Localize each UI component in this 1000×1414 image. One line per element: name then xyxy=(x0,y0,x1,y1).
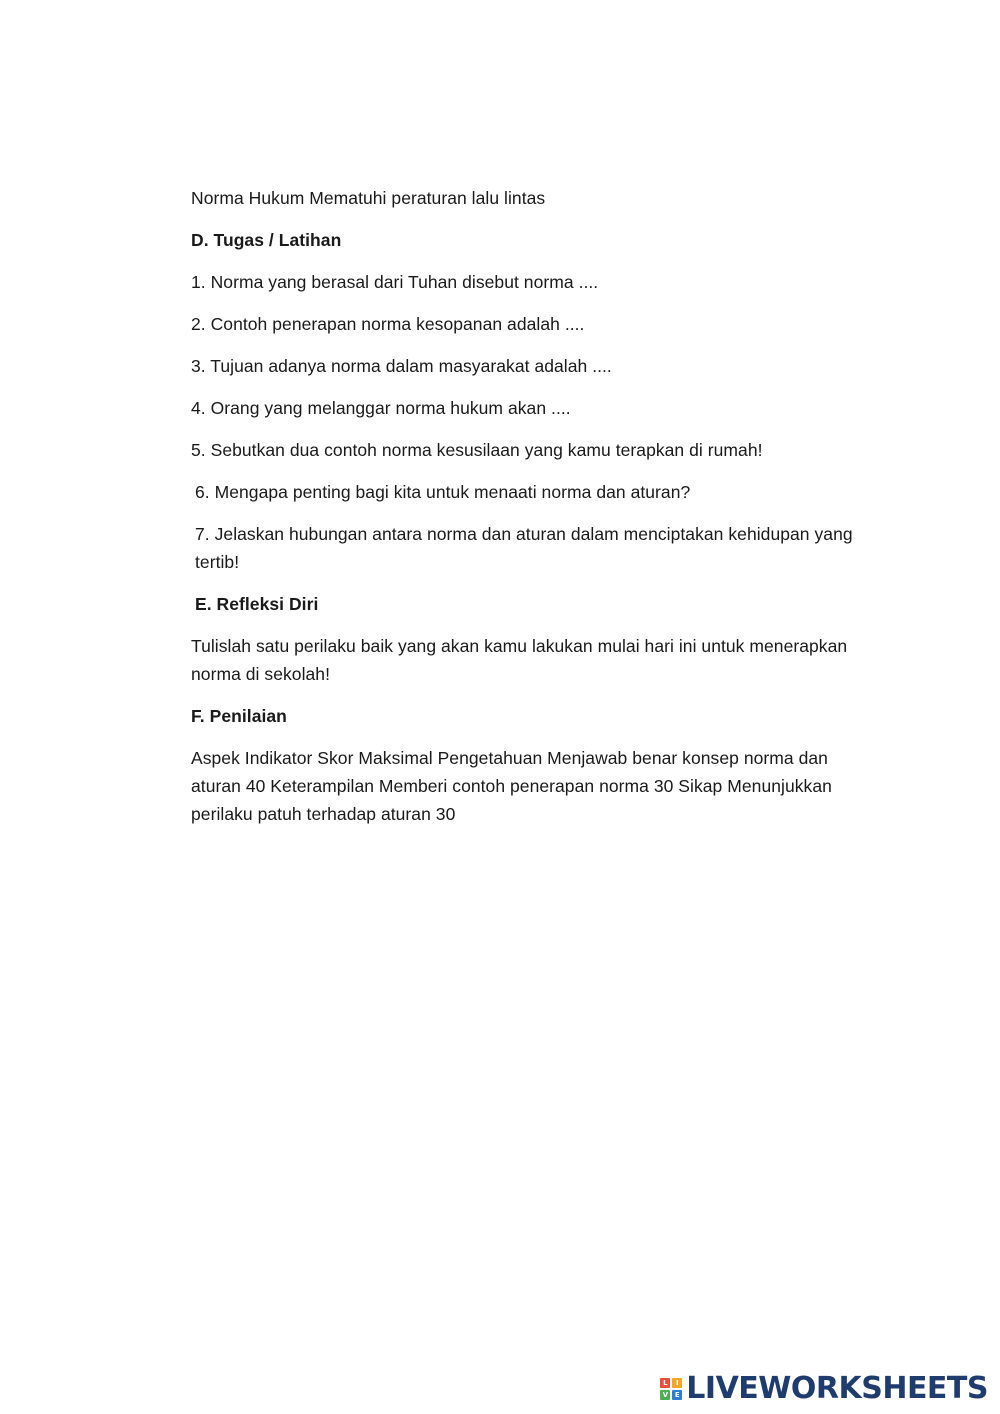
section-heading-refleksi: E. Refleksi Diri xyxy=(195,594,319,614)
question-7: 7. Jelaskan hubungan antara norma dan aturan dalam menciptakan kehidupan yang tertib! xyxy=(195,524,853,572)
question-6: 6. Mengapa penting bagi kita untuk menaati norma dan aturan? xyxy=(195,482,691,502)
intro-line: Norma Hukum Mematuhi peraturan lalu lintas xyxy=(191,188,546,208)
logo-block-i: I xyxy=(672,1378,682,1388)
question-2: 2. Contoh penerapan norma kesopanan adalah .... xyxy=(191,314,585,334)
refleksi-prompt: Tulislah satu perilaku baik yang akan kamu lakukan mulai hari ini untuk menerapkan norma di sekolah! xyxy=(191,636,848,684)
logo-block-l: L xyxy=(660,1378,670,1388)
question-5: 5. Sebutkan dua contoh norma kesusilaan yang kamu terapkan di rumah! xyxy=(191,440,763,460)
logo-wordmark: LIVEWORKSHEETS xyxy=(686,1371,988,1406)
section-heading-tugas: D. Tugas / Latihan xyxy=(191,230,342,250)
logo-block-e: E xyxy=(672,1390,682,1400)
penilaian-text: Aspek Indikator Skor Maksimal Pengetahuan Menjawab benar konsep norma dan aturan 40 Keterampilan Memberi contoh penerapan norma 30 Sikap Menunjukkan perilaku patuh terhadap aturan 30 xyxy=(191,748,832,824)
question-4: 4. Orang yang melanggar norma hukum akan .... xyxy=(191,398,571,418)
section-heading-penilaian: F. Penilaian xyxy=(191,706,287,726)
question-3: 3. Tujuan adanya norma dalam masyarakat adalah .... xyxy=(191,356,612,376)
liveworksheets-logo xyxy=(660,1372,988,1406)
worksheet-body xyxy=(191,184,871,842)
logo-block-v: V xyxy=(660,1390,670,1400)
logo-icon xyxy=(660,1378,682,1400)
question-1: 1. Norma yang berasal dari Tuhan disebut norma .... xyxy=(191,272,599,292)
